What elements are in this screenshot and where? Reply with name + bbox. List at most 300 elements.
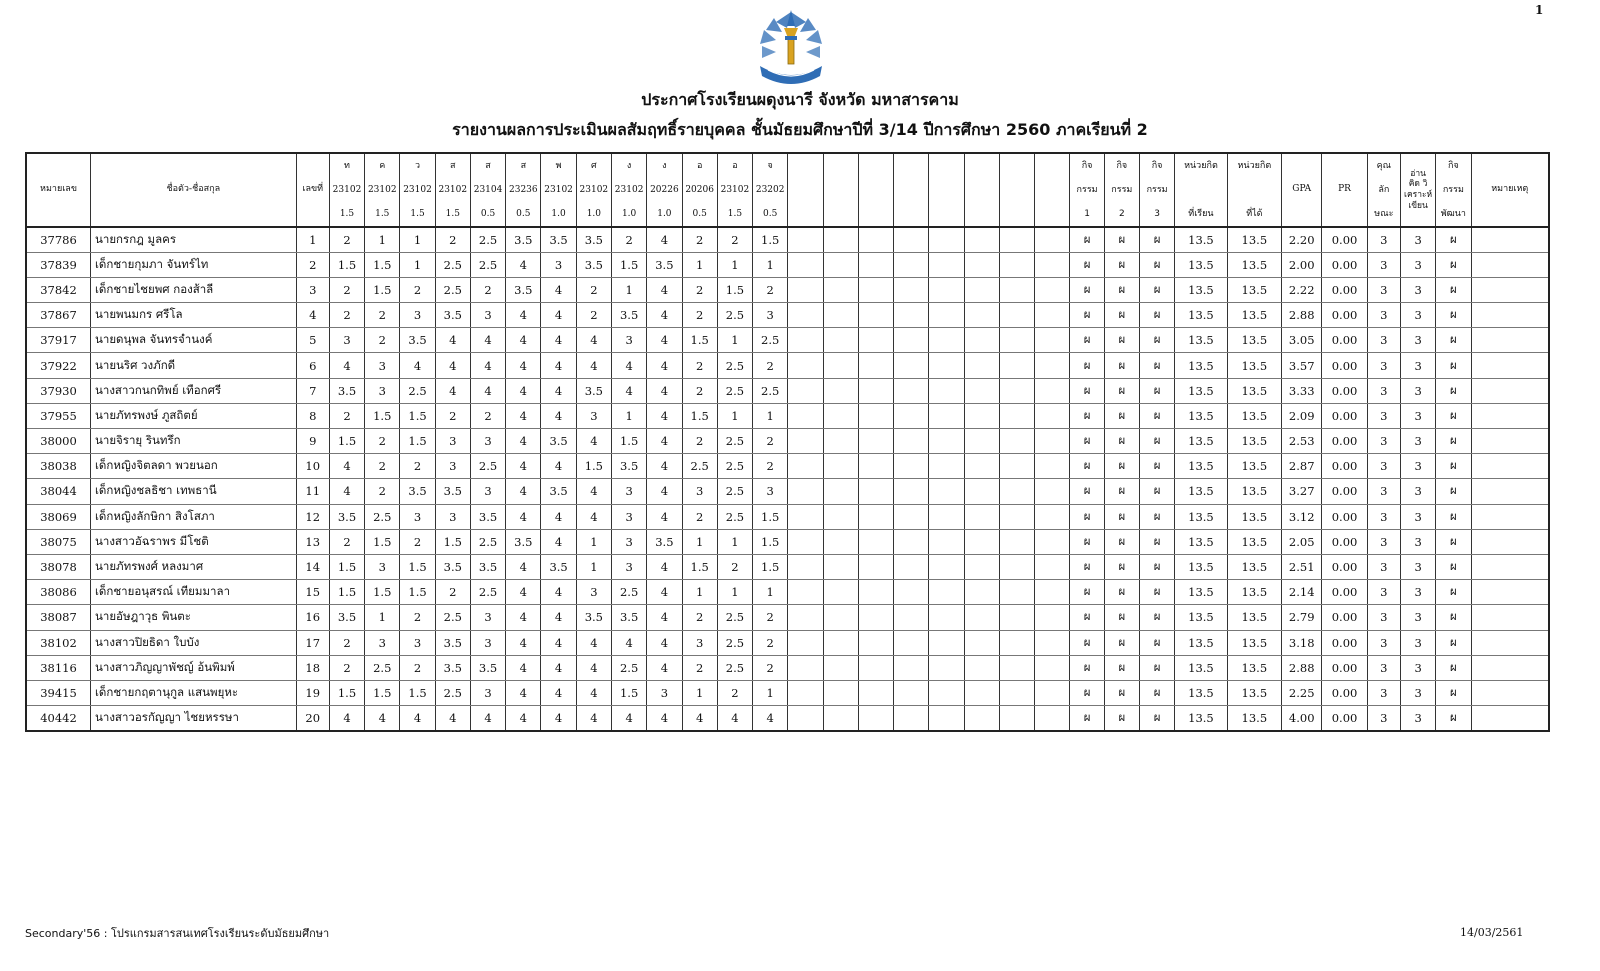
credits-earned-cell: 13.5 — [1227, 504, 1281, 529]
dev-activity-cell: ผ — [1436, 655, 1471, 680]
empty-cell — [999, 630, 1034, 655]
activity-cell: ผ — [1104, 529, 1139, 554]
empty-cell — [929, 378, 964, 403]
credits-earned-cell: 13.5 — [1227, 277, 1281, 302]
virtue-cell: 3 — [1367, 680, 1400, 705]
grade-cell: 3 — [365, 353, 400, 378]
pr-cell: 0.00 — [1322, 429, 1367, 454]
empty-cell — [999, 403, 1034, 428]
grade-cell: 3.5 — [506, 277, 541, 302]
student-no-cell: 16 — [296, 605, 329, 630]
grade-cell: 2.5 — [611, 580, 646, 605]
reading-cell: 3 — [1400, 252, 1435, 277]
grade-cell: 2 — [470, 277, 505, 302]
empty-cell — [964, 529, 999, 554]
grade-cell: 3.5 — [576, 227, 611, 252]
grade-cell: 2 — [435, 403, 470, 428]
grade-cell: 1.5 — [717, 277, 752, 302]
grade-cell: 3 — [611, 529, 646, 554]
grade-cell: 4 — [470, 328, 505, 353]
grade-cell: 1 — [753, 252, 788, 277]
empty-cell — [788, 429, 823, 454]
grade-cell: 4 — [647, 429, 682, 454]
empty-cell — [929, 680, 964, 705]
report-title: ประกาศโรงเรียนผดุงนารี จังหวัด มหาสารคาม — [641, 90, 959, 109]
empty-cell — [823, 580, 858, 605]
grade-cell: 3.5 — [400, 479, 435, 504]
student-id-cell: 38102 — [26, 630, 91, 655]
empty-cell — [999, 529, 1034, 554]
empty-cell — [999, 252, 1034, 277]
credits-earned-cell: 13.5 — [1227, 529, 1281, 554]
grade-cell: 2 — [753, 454, 788, 479]
empty-cell — [894, 227, 929, 252]
grade-cell: 3.5 — [576, 252, 611, 277]
empty-cell — [929, 706, 964, 731]
grade-cell: 2 — [576, 277, 611, 302]
activity-cell: ผ — [1139, 479, 1174, 504]
reading-cell: 3 — [1400, 277, 1435, 302]
grade-cell: 3 — [400, 303, 435, 328]
grade-cell: 4 — [541, 580, 576, 605]
table-row — [26, 227, 1549, 252]
col-subject: ง 20226 1.0 — [647, 153, 682, 227]
empty-cell — [823, 680, 858, 705]
grade-cell: 3.5 — [611, 303, 646, 328]
grade-cell: 3.5 — [329, 504, 364, 529]
grade-cell: 4 — [541, 706, 576, 731]
grade-cell: 2 — [365, 479, 400, 504]
grade-cell: 3 — [541, 252, 576, 277]
virtue-cell: 3 — [1367, 504, 1400, 529]
credits-enrolled-cell: 13.5 — [1175, 403, 1227, 428]
student-id-cell: 38078 — [26, 554, 91, 579]
grade-cell: 4 — [506, 605, 541, 630]
grade-cell: 4 — [576, 655, 611, 680]
empty-cell — [894, 554, 929, 579]
empty-cell — [823, 706, 858, 731]
col-no: เลขที่ — [296, 153, 329, 227]
grade-cell: 2 — [365, 328, 400, 353]
activity-cell: ผ — [1070, 580, 1104, 605]
pr-cell: 0.00 — [1322, 554, 1367, 579]
grade-cell: 2 — [576, 303, 611, 328]
reading-cell: 3 — [1400, 655, 1435, 680]
student-name-cell: นางสาวอรกัญญา ไชยหรรษา — [91, 706, 297, 731]
grade-cell: 1.5 — [365, 252, 400, 277]
activity-cell: ผ — [1104, 630, 1139, 655]
grade-cell: 2.5 — [717, 479, 752, 504]
reading-cell: 3 — [1400, 403, 1435, 428]
credits-enrolled-cell: 13.5 — [1175, 680, 1227, 705]
grade-cell: 1.5 — [682, 554, 717, 579]
activity-cell: ผ — [1070, 227, 1104, 252]
empty-cell — [929, 554, 964, 579]
table-row — [26, 706, 1549, 731]
col-subject: อ 23102 1.5 — [717, 153, 752, 227]
col-subject: ว 23102 1.5 — [400, 153, 435, 227]
table-row — [26, 605, 1549, 630]
activity-cell: ผ — [1139, 353, 1174, 378]
student-name-cell: เด็กหญิงชลธิชา เทพธานี — [91, 479, 297, 504]
report-subtitle: รายงานผลการประเมินผลสัมฤทธิ์รายบุคคล ชั้นมัธยมศึกษาปีที่ 3/14 ปีการศึกษา 2560 ภาคเรียนที่ 2 — [452, 120, 1148, 139]
grade-cell: 1.5 — [753, 227, 788, 252]
empty-cell — [1035, 403, 1070, 428]
empty-cell — [929, 277, 964, 302]
grade-cell: 4 — [576, 479, 611, 504]
activity-cell: ผ — [1070, 328, 1104, 353]
grade-cell: 4 — [647, 706, 682, 731]
credits-earned-cell: 13.5 — [1227, 605, 1281, 630]
grade-cell: 4 — [647, 605, 682, 630]
activity-cell: ผ — [1104, 680, 1139, 705]
remark-cell — [1471, 554, 1549, 579]
grade-cell: 3 — [576, 403, 611, 428]
activity-cell: ผ — [1104, 277, 1139, 302]
empty-cell — [964, 655, 999, 680]
empty-cell — [929, 529, 964, 554]
grade-cell: 2 — [435, 227, 470, 252]
student-name-cell: นางสาวอัฉราพร มีโชติ — [91, 529, 297, 554]
empty-cell — [929, 227, 964, 252]
credits-earned-cell: 13.5 — [1227, 554, 1281, 579]
credits-enrolled-cell: 13.5 — [1175, 252, 1227, 277]
grade-cell: 2 — [753, 630, 788, 655]
col-empty — [964, 153, 999, 227]
activity-cell: ผ — [1070, 706, 1104, 731]
activity-cell: ผ — [1070, 630, 1104, 655]
remark-cell — [1471, 479, 1549, 504]
activity-cell: ผ — [1070, 429, 1104, 454]
student-id-cell: 37922 — [26, 353, 91, 378]
grade-cell: 2 — [717, 680, 752, 705]
grade-cell: 4 — [506, 403, 541, 428]
grade-cell: 2.5 — [717, 655, 752, 680]
grade-cell: 3 — [435, 454, 470, 479]
virtue-cell: 3 — [1367, 227, 1400, 252]
student-id-cell: 37842 — [26, 277, 91, 302]
grade-cell: 4 — [506, 655, 541, 680]
grade-cell: 3 — [470, 630, 505, 655]
grade-cell: 3 — [365, 378, 400, 403]
empty-cell — [823, 479, 858, 504]
dev-activity-cell: ผ — [1436, 378, 1471, 403]
grade-cell: 4 — [647, 655, 682, 680]
grade-cell: 4 — [541, 655, 576, 680]
col-subject: ส 23104 0.5 — [470, 153, 505, 227]
footer-program: Secondary'56 : โปรแกรมสารสนเทศโรงเรียนระดับมัธยมศึกษา — [25, 927, 330, 940]
gpa-cell: 3.12 — [1282, 504, 1322, 529]
grade-cell: 3 — [435, 504, 470, 529]
empty-cell — [894, 504, 929, 529]
empty-cell — [894, 680, 929, 705]
grade-cell: 4 — [647, 454, 682, 479]
credits-enrolled-cell: 13.5 — [1175, 353, 1227, 378]
empty-cell — [823, 252, 858, 277]
student-no-cell: 11 — [296, 479, 329, 504]
empty-cell — [788, 554, 823, 579]
student-name-cell: นายภัทรพงษ์ ภูสถิตย์ — [91, 403, 297, 428]
grade-cell: 3 — [470, 429, 505, 454]
reading-cell: 3 — [1400, 454, 1435, 479]
grade-cell: 4 — [541, 605, 576, 630]
empty-cell — [788, 529, 823, 554]
student-no-cell: 15 — [296, 580, 329, 605]
student-no-cell: 8 — [296, 403, 329, 428]
grade-cell: 4 — [647, 403, 682, 428]
dev-activity-cell: ผ — [1436, 227, 1471, 252]
grade-cell: 4 — [541, 378, 576, 403]
col-empty — [929, 153, 964, 227]
virtue-cell: 3 — [1367, 378, 1400, 403]
pr-cell: 0.00 — [1322, 580, 1367, 605]
grade-cell: 2 — [365, 303, 400, 328]
grade-cell: 2.5 — [470, 529, 505, 554]
col-subject: ส 23236 0.5 — [506, 153, 541, 227]
grade-cell: 1.5 — [682, 328, 717, 353]
grade-cell: 4 — [400, 706, 435, 731]
grade-cell: 3 — [611, 328, 646, 353]
grade-cell: 2 — [329, 277, 364, 302]
grade-cell: 1.5 — [365, 580, 400, 605]
grade-cell: 2.5 — [435, 680, 470, 705]
virtue-cell: 3 — [1367, 454, 1400, 479]
grade-cell: 2 — [329, 403, 364, 428]
student-id-cell: 38069 — [26, 504, 91, 529]
student-no-cell: 5 — [296, 328, 329, 353]
grade-cell: 4 — [506, 328, 541, 353]
empty-cell — [999, 655, 1034, 680]
empty-cell — [1035, 227, 1070, 252]
grade-cell: 2 — [400, 454, 435, 479]
student-name-cell: นายพนมกร ศรีโล — [91, 303, 297, 328]
empty-cell — [788, 227, 823, 252]
pr-cell: 0.00 — [1322, 605, 1367, 630]
student-no-cell: 20 — [296, 706, 329, 731]
empty-cell — [999, 429, 1034, 454]
student-name-cell: เด็กชายกฤตานุกูล แสนพยุหะ — [91, 680, 297, 705]
student-no-cell: 18 — [296, 655, 329, 680]
grade-cell: 4 — [541, 303, 576, 328]
empty-cell — [964, 630, 999, 655]
empty-cell — [999, 504, 1034, 529]
empty-cell — [823, 353, 858, 378]
grade-cell: 4 — [576, 680, 611, 705]
remark-cell — [1471, 504, 1549, 529]
grade-cell: 1.5 — [753, 529, 788, 554]
empty-cell — [999, 680, 1034, 705]
grade-cell: 2 — [682, 378, 717, 403]
virtue-cell: 3 — [1367, 252, 1400, 277]
grade-cell: 3.5 — [329, 605, 364, 630]
credits-enrolled-cell: 13.5 — [1175, 303, 1227, 328]
grade-cell: 1 — [753, 580, 788, 605]
empty-cell — [1035, 680, 1070, 705]
grade-cell: 3 — [611, 479, 646, 504]
grade-cell: 1.5 — [400, 403, 435, 428]
grade-cell: 1.5 — [365, 680, 400, 705]
empty-cell — [929, 429, 964, 454]
dev-activity-cell: ผ — [1436, 252, 1471, 277]
activity-cell: ผ — [1070, 655, 1104, 680]
grade-cell: 3 — [435, 429, 470, 454]
grade-cell: 1 — [576, 554, 611, 579]
grade-cell: 4 — [470, 378, 505, 403]
empty-cell — [929, 328, 964, 353]
grade-cell: 2.5 — [753, 328, 788, 353]
grade-cell: 2 — [682, 504, 717, 529]
dev-activity-cell: ผ — [1436, 429, 1471, 454]
grade-cell: 4 — [647, 479, 682, 504]
pr-cell: 0.00 — [1322, 227, 1367, 252]
virtue-cell: 3 — [1367, 605, 1400, 630]
grade-cell: 4 — [576, 504, 611, 529]
col-gpa: GPA — [1282, 153, 1322, 227]
remark-cell — [1471, 403, 1549, 428]
activity-cell: ผ — [1104, 403, 1139, 428]
student-name-cell: นายจิรายุ รินทรึก — [91, 429, 297, 454]
empty-cell — [894, 328, 929, 353]
grade-cell: 2 — [400, 655, 435, 680]
student-id-cell: 38086 — [26, 580, 91, 605]
grade-cell: 3 — [470, 303, 505, 328]
empty-cell — [823, 227, 858, 252]
pr-cell: 0.00 — [1322, 353, 1367, 378]
activity-cell: ผ — [1070, 680, 1104, 705]
empty-cell — [858, 328, 893, 353]
empty-cell — [858, 655, 893, 680]
grade-cell: 1 — [365, 227, 400, 252]
credits-earned-cell: 13.5 — [1227, 706, 1281, 731]
grade-cell: 1.5 — [329, 252, 364, 277]
remark-cell — [1471, 529, 1549, 554]
grade-cell: 2.5 — [365, 504, 400, 529]
credits-enrolled-cell: 13.5 — [1175, 655, 1227, 680]
col-empty — [894, 153, 929, 227]
grade-cell: 4 — [611, 706, 646, 731]
grade-cell: 2 — [753, 605, 788, 630]
remark-cell — [1471, 655, 1549, 680]
dev-activity-cell: ผ — [1436, 454, 1471, 479]
student-no-cell: 13 — [296, 529, 329, 554]
grade-cell: 4 — [329, 353, 364, 378]
grade-cell: 4 — [647, 580, 682, 605]
activity-cell: ผ — [1104, 454, 1139, 479]
reading-cell: 3 — [1400, 303, 1435, 328]
pr-cell: 0.00 — [1322, 655, 1367, 680]
empty-cell — [964, 479, 999, 504]
table-body — [26, 227, 1549, 731]
grade-cell: 1.5 — [753, 504, 788, 529]
grade-cell: 3.5 — [470, 504, 505, 529]
empty-cell — [894, 429, 929, 454]
grade-cell: 1 — [753, 403, 788, 428]
empty-cell — [929, 479, 964, 504]
empty-cell — [823, 554, 858, 579]
activity-cell: ผ — [1070, 479, 1104, 504]
col-empty — [1035, 153, 1070, 227]
credits-enrolled-cell: 13.5 — [1175, 504, 1227, 529]
student-no-cell: 7 — [296, 378, 329, 403]
grade-cell: 4 — [435, 378, 470, 403]
empty-cell — [858, 630, 893, 655]
empty-cell — [894, 529, 929, 554]
pr-cell: 0.00 — [1322, 303, 1367, 328]
empty-cell — [964, 504, 999, 529]
credits-enrolled-cell: 13.5 — [1175, 429, 1227, 454]
table-row — [26, 454, 1549, 479]
activity-cell: ผ — [1104, 227, 1139, 252]
table-row — [26, 303, 1549, 328]
remark-cell — [1471, 630, 1549, 655]
empty-cell — [858, 554, 893, 579]
empty-cell — [788, 605, 823, 630]
empty-cell — [999, 554, 1034, 579]
empty-cell — [1035, 580, 1070, 605]
remark-cell — [1471, 706, 1549, 731]
empty-cell — [823, 504, 858, 529]
empty-cell — [999, 303, 1034, 328]
pr-cell: 0.00 — [1322, 630, 1367, 655]
credits-earned-cell: 13.5 — [1227, 353, 1281, 378]
remark-cell — [1471, 353, 1549, 378]
student-no-cell: 12 — [296, 504, 329, 529]
grade-cell: 2.5 — [470, 227, 505, 252]
empty-cell — [964, 680, 999, 705]
grade-cell: 2 — [753, 429, 788, 454]
activity-cell: ผ — [1104, 580, 1139, 605]
grade-cell: 3.5 — [541, 554, 576, 579]
credits-enrolled-cell: 13.5 — [1175, 479, 1227, 504]
empty-cell — [788, 328, 823, 353]
credits-earned-cell: 13.5 — [1227, 227, 1281, 252]
grade-cell: 2 — [753, 277, 788, 302]
remark-cell — [1471, 252, 1549, 277]
grade-cell: 4 — [541, 353, 576, 378]
virtue-cell: 3 — [1367, 353, 1400, 378]
table-row — [26, 252, 1549, 277]
reading-cell: 3 — [1400, 529, 1435, 554]
credits-enrolled-cell: 13.5 — [1175, 328, 1227, 353]
grade-cell: 1.5 — [611, 429, 646, 454]
col-credits-earned: หน่วยกิต ที่ได้ — [1227, 153, 1281, 227]
grade-cell: 4 — [506, 554, 541, 579]
empty-cell — [894, 706, 929, 731]
col-subject: ส 23102 1.5 — [435, 153, 470, 227]
empty-cell — [788, 680, 823, 705]
grade-cell: 1 — [682, 529, 717, 554]
empty-cell — [858, 403, 893, 428]
student-name-cell: นางสาวกนกทิพย์ เทือกศรี — [91, 378, 297, 403]
virtue-cell: 3 — [1367, 580, 1400, 605]
grade-cell: 1.5 — [329, 429, 364, 454]
grade-cell: 1.5 — [400, 580, 435, 605]
student-no-cell: 10 — [296, 454, 329, 479]
grade-cell: 4 — [506, 303, 541, 328]
empty-cell — [894, 655, 929, 680]
grade-cell: 1.5 — [753, 554, 788, 579]
gpa-cell: 3.57 — [1282, 353, 1322, 378]
activity-cell: ผ — [1104, 479, 1139, 504]
col-id: หมายเลข — [26, 153, 91, 227]
grade-cell: 2 — [611, 227, 646, 252]
empty-cell — [858, 479, 893, 504]
student-name-cell: เด็กชายอนุสรณ์ เทียมมาลา — [91, 580, 297, 605]
student-name-cell: เด็กหญิงจิตลดา พวยนอก — [91, 454, 297, 479]
school-logo-icon — [754, 4, 828, 84]
grade-cell: 3.5 — [576, 605, 611, 630]
grade-cell: 4 — [647, 554, 682, 579]
